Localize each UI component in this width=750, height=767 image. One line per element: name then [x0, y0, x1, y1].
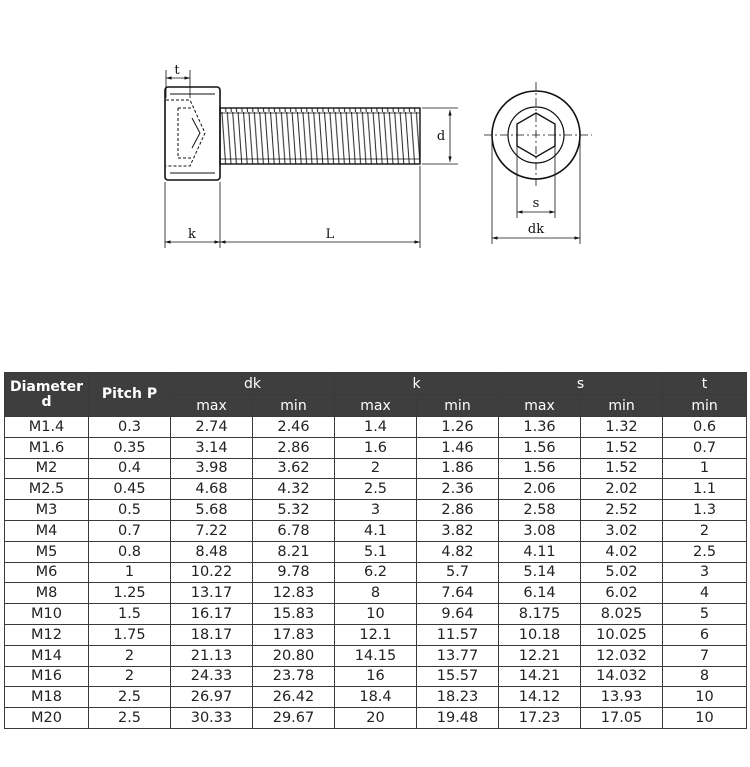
- table-cell: 3.62: [253, 458, 335, 479]
- table-cell: 1.36: [499, 417, 581, 438]
- table-cell: 29.67: [253, 708, 335, 729]
- table-cell: 5.02: [581, 562, 663, 583]
- table-cell: 2: [89, 666, 171, 687]
- table-cell: 4.82: [417, 541, 499, 562]
- table-cell: 1.56: [499, 458, 581, 479]
- header-pitch: Pitch P: [89, 373, 171, 417]
- table-row: [5, 583, 747, 604]
- table-cell: 3: [335, 500, 417, 521]
- header-k: k: [335, 373, 499, 395]
- table-cell: 10: [335, 604, 417, 625]
- table-cell: 12.83: [253, 583, 335, 604]
- table-cell: 4.68: [171, 479, 253, 500]
- table-cell: M6: [5, 562, 89, 583]
- table-cell: 2: [335, 458, 417, 479]
- table-cell: 8.48: [171, 541, 253, 562]
- table-cell: 17.83: [253, 624, 335, 645]
- table-cell: 2: [89, 645, 171, 666]
- table-cell: 1.52: [581, 437, 663, 458]
- table-cell: 3.98: [171, 458, 253, 479]
- table-cell: 20.80: [253, 645, 335, 666]
- table-cell: 2.46: [253, 417, 335, 438]
- table-row: [5, 708, 747, 729]
- header-k-min: min: [417, 395, 499, 417]
- table-cell: 9.64: [417, 604, 499, 625]
- table-cell: 1.4: [335, 417, 417, 438]
- table-cell: M2.5: [5, 479, 89, 500]
- table-cell: 3.02: [581, 520, 663, 541]
- table-row: [5, 687, 747, 708]
- table-cell: 5.7: [417, 562, 499, 583]
- table-cell: 0.6: [663, 417, 747, 438]
- table-cell: 6.78: [253, 520, 335, 541]
- table-cell: 8.175: [499, 604, 581, 625]
- table-cell: 1.1: [663, 479, 747, 500]
- table-row: [5, 458, 747, 479]
- table-cell: 11.57: [417, 624, 499, 645]
- table-cell: M8: [5, 583, 89, 604]
- table-cell: 0.5: [89, 500, 171, 521]
- header-diameter-line2: d: [41, 393, 52, 410]
- table-row: [5, 437, 747, 458]
- table-cell: M1.4: [5, 417, 89, 438]
- table-cell: M14: [5, 645, 89, 666]
- table-cell: 16: [335, 666, 417, 687]
- table-cell: 24.33: [171, 666, 253, 687]
- table-cell: 2.74: [171, 417, 253, 438]
- table-cell: 15.57: [417, 666, 499, 687]
- table-cell: 1.5: [89, 604, 171, 625]
- table-cell: 0.35: [89, 437, 171, 458]
- table-row: [5, 562, 747, 583]
- table-row: [5, 541, 747, 562]
- table-cell: 2.58: [499, 500, 581, 521]
- table-cell: 4.32: [253, 479, 335, 500]
- header-t: t: [663, 373, 747, 395]
- header-dk-max: max: [171, 395, 253, 417]
- table-cell: 0.7: [89, 520, 171, 541]
- table-cell: 4.02: [581, 541, 663, 562]
- table-cell: 14.15: [335, 645, 417, 666]
- table-cell: 19.48: [417, 708, 499, 729]
- table-cell: 18.23: [417, 687, 499, 708]
- table-cell: 1.3: [663, 500, 747, 521]
- table-row: [5, 479, 747, 500]
- header-s: s: [499, 373, 663, 395]
- table-cell: 23.78: [253, 666, 335, 687]
- table-row: [5, 666, 747, 687]
- table-cell: M3: [5, 500, 89, 521]
- table-row: [5, 500, 747, 521]
- table-cell: 26.97: [171, 687, 253, 708]
- header-s-max: max: [499, 395, 581, 417]
- table-cell: 1: [663, 458, 747, 479]
- table-cell: 12.032: [581, 645, 663, 666]
- table-cell: 2.5: [89, 687, 171, 708]
- label-d: d: [436, 129, 446, 144]
- table-cell: 13.77: [417, 645, 499, 666]
- table-cell: 13.17: [171, 583, 253, 604]
- table-cell: 7: [663, 645, 747, 666]
- table-cell: 2.5: [89, 708, 171, 729]
- table-row: [5, 645, 747, 666]
- header-dk-min: min: [253, 395, 335, 417]
- table-cell: 3.14: [171, 437, 253, 458]
- table-cell: 2.86: [417, 500, 499, 521]
- header-k-max: max: [335, 395, 417, 417]
- table-cell: 2.36: [417, 479, 499, 500]
- table-cell: 14.12: [499, 687, 581, 708]
- dimension-spec-table: [4, 372, 747, 729]
- table-cell: 7.22: [171, 520, 253, 541]
- table-cell: 1.75: [89, 624, 171, 645]
- table-cell: 5.32: [253, 500, 335, 521]
- dimension-d: [422, 108, 458, 164]
- table-cell: 10: [663, 687, 747, 708]
- table-cell: 1.52: [581, 458, 663, 479]
- table-cell: M10: [5, 604, 89, 625]
- table-cell: 0.8: [89, 541, 171, 562]
- table-cell: 7.64: [417, 583, 499, 604]
- table-cell: 1.46: [417, 437, 499, 458]
- table-cell: 10.22: [171, 562, 253, 583]
- table-cell: 6: [663, 624, 747, 645]
- table-cell: 2.5: [335, 479, 417, 500]
- table-cell: 1: [89, 562, 171, 583]
- table-row: [5, 604, 747, 625]
- header-s-min: min: [581, 395, 663, 417]
- table-cell: 8.21: [253, 541, 335, 562]
- table-cell: 21.13: [171, 645, 253, 666]
- table-cell: 0.3: [89, 417, 171, 438]
- table-cell: 17.05: [581, 708, 663, 729]
- table-cell: 18.17: [171, 624, 253, 645]
- table-cell: M4: [5, 520, 89, 541]
- table-cell: 1.32: [581, 417, 663, 438]
- table-cell: 3: [663, 562, 747, 583]
- table-cell: 6.2: [335, 562, 417, 583]
- table-cell: 13.93: [581, 687, 663, 708]
- table-cell: 6.02: [581, 583, 663, 604]
- table-cell: 30.33: [171, 708, 253, 729]
- table-cell: 5.68: [171, 500, 253, 521]
- table-cell: 1.25: [89, 583, 171, 604]
- table-cell: 6.14: [499, 583, 581, 604]
- table-cell: 5.1: [335, 541, 417, 562]
- table-cell: 12.1: [335, 624, 417, 645]
- table-cell: 20: [335, 708, 417, 729]
- table-cell: 4.1: [335, 520, 417, 541]
- label-L: L: [325, 227, 335, 242]
- table-cell: 1.6: [335, 437, 417, 458]
- table-cell: 9.78: [253, 562, 335, 583]
- table-cell: M2: [5, 458, 89, 479]
- table-cell: 2.06: [499, 479, 581, 500]
- table-row: [5, 624, 747, 645]
- table-cell: 10: [663, 708, 747, 729]
- table-cell: 12.21: [499, 645, 581, 666]
- table-cell: 26.42: [253, 687, 335, 708]
- table-cell: 0.7: [663, 437, 747, 458]
- label-s: s: [532, 196, 540, 211]
- table-cell: 3.82: [417, 520, 499, 541]
- table-cell: 15.83: [253, 604, 335, 625]
- header-t-min: min: [663, 395, 747, 417]
- table-cell: 2: [663, 520, 747, 541]
- table-cell: 14.21: [499, 666, 581, 687]
- table-cell: 5: [663, 604, 747, 625]
- table-cell: 5.14: [499, 562, 581, 583]
- table-cell: 1.86: [417, 458, 499, 479]
- header-dk: dk: [171, 373, 335, 395]
- table-cell: 8.025: [581, 604, 663, 625]
- table-cell: M1.6: [5, 437, 89, 458]
- label-dk: dk: [527, 222, 545, 237]
- table-cell: 1.56: [499, 437, 581, 458]
- label-t: t: [174, 63, 180, 78]
- label-k: k: [188, 227, 196, 242]
- table-cell: 2.5: [663, 541, 747, 562]
- table-cell: 2.52: [581, 500, 663, 521]
- table-cell: 3.08: [499, 520, 581, 541]
- table-row: [5, 520, 747, 541]
- table-cell: M5: [5, 541, 89, 562]
- table-cell: 10.18: [499, 624, 581, 645]
- table-cell: 17.23: [499, 708, 581, 729]
- table-cell: 4: [663, 583, 747, 604]
- header-diameter-line1: Diameter: [9, 378, 84, 395]
- table-cell: 2.86: [253, 437, 335, 458]
- table-cell: 2.02: [581, 479, 663, 500]
- table-row: [5, 417, 747, 438]
- table-cell: 14.032: [581, 666, 663, 687]
- table-cell: 4.11: [499, 541, 581, 562]
- table-cell: 8: [335, 583, 417, 604]
- screw-diagram: [0, 0, 750, 300]
- header-diameter: [5, 373, 89, 417]
- table-cell: 0.45: [89, 479, 171, 500]
- table-cell: 1.26: [417, 417, 499, 438]
- table-cell: M18: [5, 687, 89, 708]
- table-cell: 0.4: [89, 458, 171, 479]
- screw-shank-side-view: [220, 108, 420, 164]
- table-cell: M12: [5, 624, 89, 645]
- table-cell: M16: [5, 666, 89, 687]
- screw-head-side-view: [165, 87, 220, 180]
- table-cell: 18.4: [335, 687, 417, 708]
- table-cell: M20: [5, 708, 89, 729]
- table-cell: 16.17: [171, 604, 253, 625]
- table-header: [5, 373, 747, 417]
- table-body: [5, 417, 747, 729]
- table-cell: 10.025: [581, 624, 663, 645]
- table-cell: 8: [663, 666, 747, 687]
- screw-head-end-view: [484, 82, 592, 186]
